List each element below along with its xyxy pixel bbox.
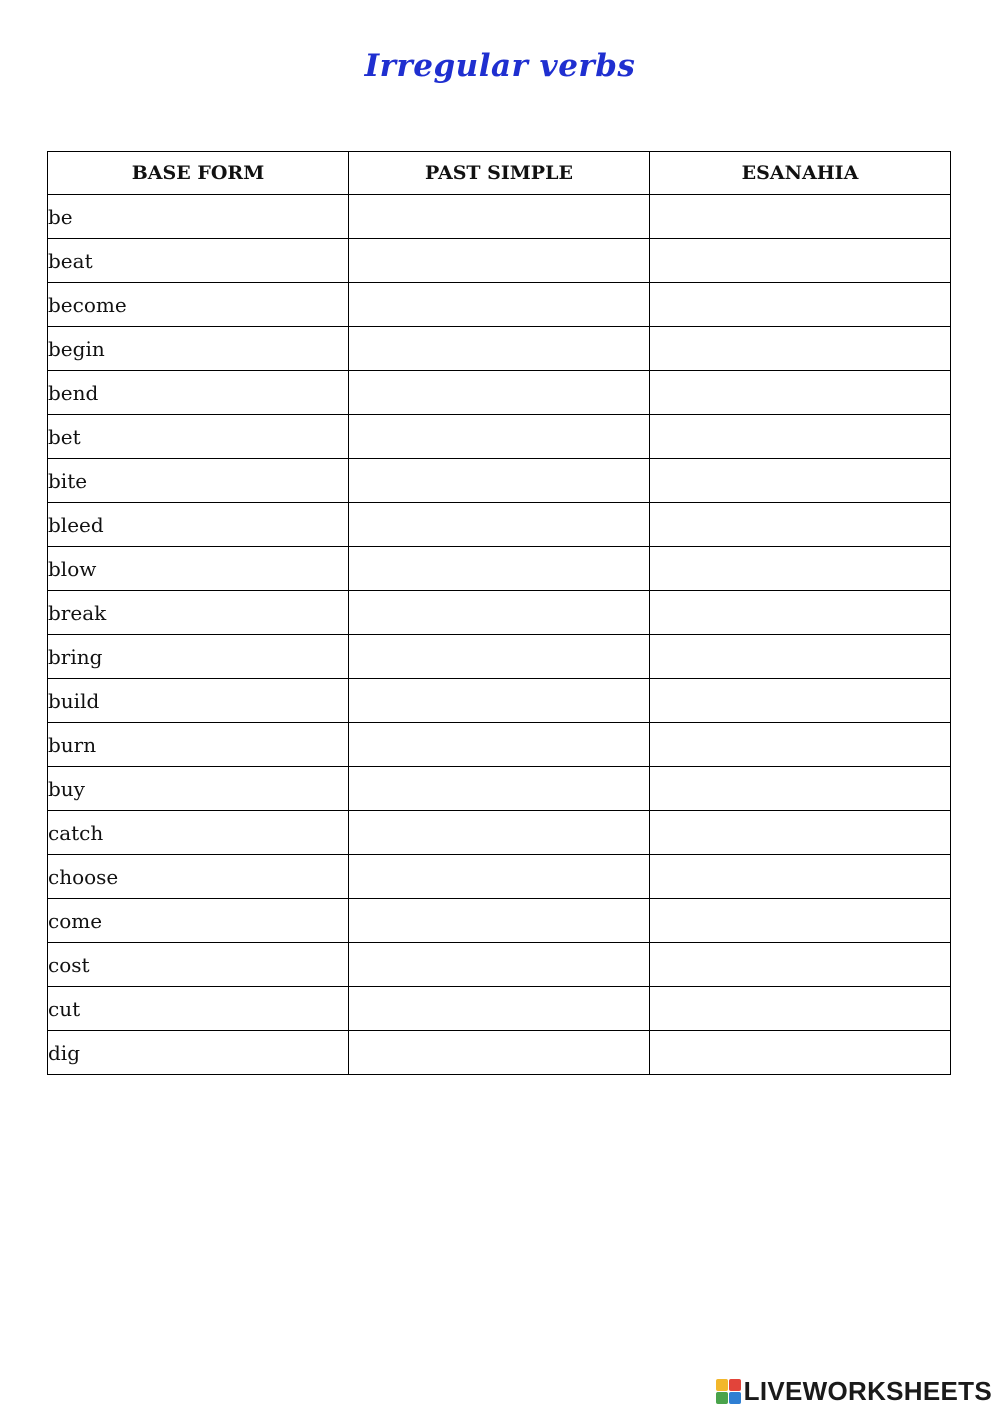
table-row [48,591,951,635]
past-simple-input[interactable] [349,723,649,766]
base-form-cell: be [48,195,349,239]
esanahia-input[interactable] [650,987,950,1030]
esanahia-input[interactable] [650,635,950,678]
esanahia-input[interactable] [650,547,950,590]
esanahia-input[interactable] [650,899,950,942]
esanahia-input[interactable] [650,283,950,326]
past-simple-cell[interactable] [349,371,650,415]
table-row [48,327,951,371]
past-simple-cell[interactable] [349,811,650,855]
past-simple-input[interactable] [349,591,649,634]
esanahia-input[interactable] [650,327,950,370]
past-simple-input[interactable] [349,899,649,942]
esanahia-input[interactable] [650,943,950,986]
esanahia-input[interactable] [650,723,950,766]
esanahia-input[interactable] [650,855,950,898]
past-simple-cell[interactable] [349,635,650,679]
esanahia-cell[interactable] [650,855,951,899]
esanahia-cell[interactable] [650,679,951,723]
table-row [48,635,951,679]
past-simple-cell[interactable] [349,987,650,1031]
worksheet-title: Irregular verbs [364,48,636,84]
esanahia-cell[interactable] [650,943,951,987]
header-base-form: BASE FORM [48,152,349,195]
past-simple-cell[interactable] [349,767,650,811]
esanahia-input[interactable] [650,195,950,238]
esanahia-cell[interactable] [650,723,951,767]
table-row [48,679,951,723]
esanahia-input[interactable] [650,591,950,634]
table-row [48,855,951,899]
past-simple-cell[interactable] [349,415,650,459]
header-past-simple: PAST SIMPLE [349,152,650,195]
past-simple-input[interactable] [349,635,649,678]
esanahia-cell[interactable] [650,899,951,943]
past-simple-input[interactable] [349,239,649,282]
past-simple-input[interactable] [349,415,649,458]
table-row [48,1031,951,1075]
past-simple-input[interactable] [349,811,649,854]
liveworksheets-logo [716,1376,992,1407]
base-form-cell: become [48,283,349,327]
esanahia-cell[interactable] [650,239,951,283]
liveworksheets-mark-icon [716,1379,741,1404]
base-form-cell: bend [48,371,349,415]
past-simple-cell[interactable] [349,591,650,635]
base-form-cell: bleed [48,503,349,547]
past-simple-input[interactable] [349,767,649,810]
esanahia-cell[interactable] [650,415,951,459]
base-form-cell: bet [48,415,349,459]
base-form-cell: begin [48,327,349,371]
base-form-cell: catch [48,811,349,855]
past-simple-cell[interactable] [349,1031,650,1075]
esanahia-input[interactable] [650,239,950,282]
esanahia-cell[interactable] [650,459,951,503]
past-simple-cell[interactable] [349,459,650,503]
past-simple-input[interactable] [349,327,649,370]
base-form-cell: bite [48,459,349,503]
esanahia-cell[interactable] [650,283,951,327]
past-simple-cell[interactable] [349,943,650,987]
header-esanahia: ESANAHIA [650,152,951,195]
esanahia-input[interactable] [650,371,950,414]
past-simple-cell[interactable] [349,327,650,371]
esanahia-cell[interactable] [650,327,951,371]
esanahia-cell[interactable] [650,547,951,591]
esanahia-cell[interactable] [650,503,951,547]
past-simple-input[interactable] [349,679,649,722]
esanahia-cell[interactable] [650,987,951,1031]
esanahia-cell[interactable] [650,591,951,635]
past-simple-input[interactable] [349,1031,649,1074]
base-form-cell: bring [48,635,349,679]
past-simple-cell[interactable] [349,503,650,547]
base-form-cell: break [48,591,349,635]
esanahia-cell[interactable] [650,1031,951,1075]
base-form-cell: choose [48,855,349,899]
table-row [48,195,951,239]
esanahia-cell[interactable] [650,371,951,415]
table-header-row [48,152,951,195]
past-simple-input[interactable] [349,195,649,238]
past-simple-input[interactable] [349,371,649,414]
past-simple-cell[interactable] [349,855,650,899]
esanahia-cell[interactable] [650,767,951,811]
esanahia-input[interactable] [650,679,950,722]
past-simple-cell[interactable] [349,547,650,591]
base-form-cell: cut [48,987,349,1031]
verbs-table [47,151,951,1075]
esanahia-input[interactable] [650,459,950,502]
past-simple-input[interactable] [349,547,649,590]
past-simple-cell[interactable] [349,239,650,283]
esanahia-input[interactable] [650,811,950,854]
past-simple-cell[interactable] [349,679,650,723]
esanahia-cell[interactable] [650,195,951,239]
table-row [48,459,951,503]
base-form-cell: cost [48,943,349,987]
base-form-cell: buy [48,767,349,811]
base-form-cell: dig [48,1031,349,1075]
base-form-cell: blow [48,547,349,591]
table-row [48,371,951,415]
table-row [48,811,951,855]
past-simple-cell[interactable] [349,723,650,767]
table-row [48,503,951,547]
esanahia-input[interactable] [650,767,950,810]
esanahia-cell[interactable] [650,635,951,679]
past-simple-input[interactable] [349,283,649,326]
table-row [48,283,951,327]
past-simple-input[interactable] [349,987,649,1030]
table-row [48,943,951,987]
base-form-cell: build [48,679,349,723]
esanahia-input[interactable] [650,415,950,458]
table-row [48,723,951,767]
past-simple-input[interactable] [349,503,649,546]
past-simple-input[interactable] [349,855,649,898]
table-row [48,239,951,283]
table-row [48,899,951,943]
esanahia-cell[interactable] [650,811,951,855]
past-simple-input[interactable] [349,943,649,986]
past-simple-input[interactable] [349,459,649,502]
base-form-cell: beat [48,239,349,283]
brand-text: LIVEWORKSHEETS [743,1376,992,1406]
table-row [48,987,951,1031]
table-row [48,415,951,459]
past-simple-cell[interactable] [349,283,650,327]
past-simple-cell[interactable] [349,899,650,943]
esanahia-input[interactable] [650,1031,950,1074]
base-form-cell: burn [48,723,349,767]
past-simple-cell[interactable] [349,195,650,239]
table-row [48,767,951,811]
base-form-cell: come [48,899,349,943]
table-row [48,547,951,591]
esanahia-input[interactable] [650,503,950,546]
